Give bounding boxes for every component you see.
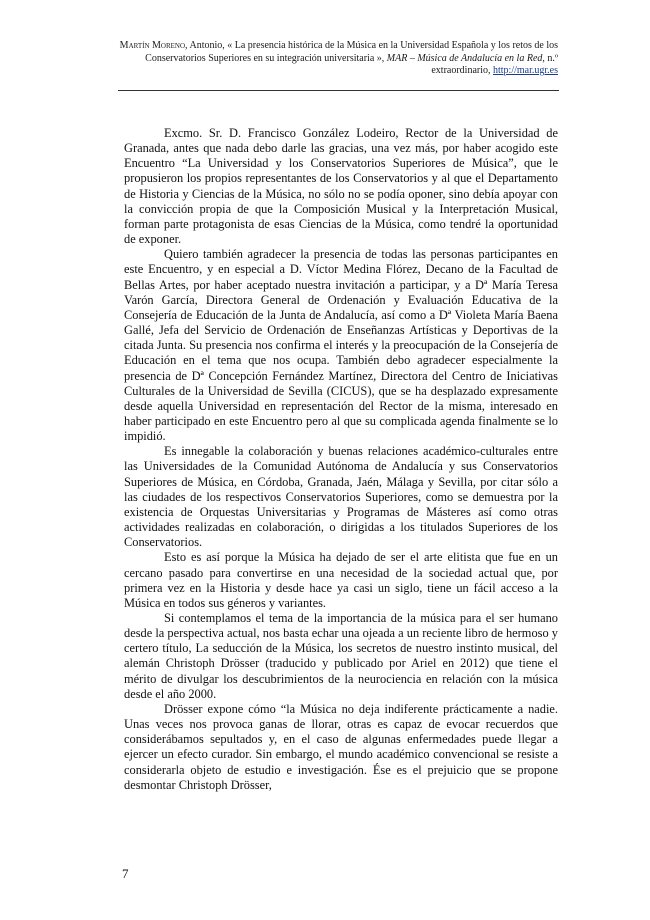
header-citation: , Antonio, « La presencia histórica de la Música en la Universidad Española y los retos de los Conservatorios Superiores en su integración universitaria »,	[145, 40, 558, 64]
paragraph: Es innegable la colaboración y buenas relaciones académico-culturales entre las Universidades de la Comunidad Autónoma de Andalucía y sus Conservatorios Superiores de Música, en Córdoba, Granada, Jaén, Málaga y Sevilla, por citar sólo a las ciudades de los respectivos Conservatorios Superiores, como se demuestra por la existencia de Orquestas Universitarias y Programas de Másteres así como otras actividades realizadas en colaboración, o dirigidas a los titulados Superiores de los Conservatorios.	[124, 444, 558, 550]
header-author: Martín Moreno	[119, 40, 186, 51]
header-journal-title: MAR – Música de Andalucía en la Red	[386, 52, 543, 64]
header-issue: , n.º extraordinario,	[431, 52, 558, 77]
page-number: 7	[122, 866, 129, 881]
paragraph: Esto es así porque la Música ha dejado de ser el arte elitista que fue en un cercano pasado para convertirse en una necesidad de la sociedad actual que, por primera vez en la Historia y desde hace ya casi un siglo, tiene un fácil acceso a la Música en todos sus géneros y variantes.	[124, 550, 558, 610]
paragraph: Drösser expone cómo “la Música no deja indiferente prácticamente a nadie. Unas veces nos provoca ganas de llorar, otras es capaz de evocar recuerdos que considerábamos sepultados y, en el caso de algunas enfermedades puede llegar a ejercer un efecto curador. Sin embargo, el mundo académico convencional se resiste a considerarla objeto de estudio e investigación. Ése es el prejuicio que se propone desmontar Christoph Drösser,	[124, 701, 558, 792]
paragraph: Si contemplamos el tema de la importancia de la música para el ser humano desde la perspectiva actual, nos basta echar una ojeada a un reciente libro de hermoso y certero título, La seducción de la Música, los secretos de nuestro instinto musical, del alemán Christoph Drösser (traducido y publicado por Ariel en 2012) que tiene el mérito de divulgar los descubrimientos de la neurociencia en relación con la música desde el año 2000.	[124, 611, 558, 701]
running-header	[118, 40, 558, 78]
paragraph: Excmo. Sr. D. Francisco González Lodeiro, Rector de la Universidad de Granada, antes que nada debo darle las gracias, una vez más, por haber acogido este Encuentro “La Universidad y los Conservatorios Superiores de Música”, que le propusieron los propios representantes de los Conservatorios y al que el Departamento de Historia y Ciencias de la Música, no sólo no se podía oponer, sino debía apoyar con la convicción propia de que la Composición Musical y la Interpretación Musical, forman parte protagonista de esas Ciencias de la Música, como tendré la oportunidad de exponer.	[124, 126, 558, 247]
paragraph: Quiero también agradecer la presencia de todas las personas participantes en este Encuentro, y en especial a D. Víctor Medina Flórez, Decano de la Facultad de Bellas Artes, por haber aceptado nuestra invitación a participar, y a Dª María Teresa Varón García, Directora General de Ordenación y Evaluación Educativa de la Consejería de Educación de la Junta de Andalucía, así como a Dª Violeta María Baena Gallé, Jefa del Servicio de Ordenación de Enseñanzas Artísticas y Deportivas de la citada Junta. Su presencia nos confirma el interés y la preocupación de la Consejería de Educación en el tema que nos ocupa. También debo agradecer especialmente la presencia de Dª Concepción Fernández Martínez, Directora del Centro de Iniciativas Culturales de la Universidad de Sevilla (CICUS), que se ha desplazado expresamente desde aquella Universidad en representación del Rector de la misma, interesado en haber participado en este Encuentro pero al que su complicada agenda finalmente se lo impidió.	[124, 247, 558, 444]
header-divider	[118, 90, 559, 91]
header-url-link[interactable]: http://mar.ugr.es	[493, 65, 558, 77]
body-text	[124, 126, 558, 793]
